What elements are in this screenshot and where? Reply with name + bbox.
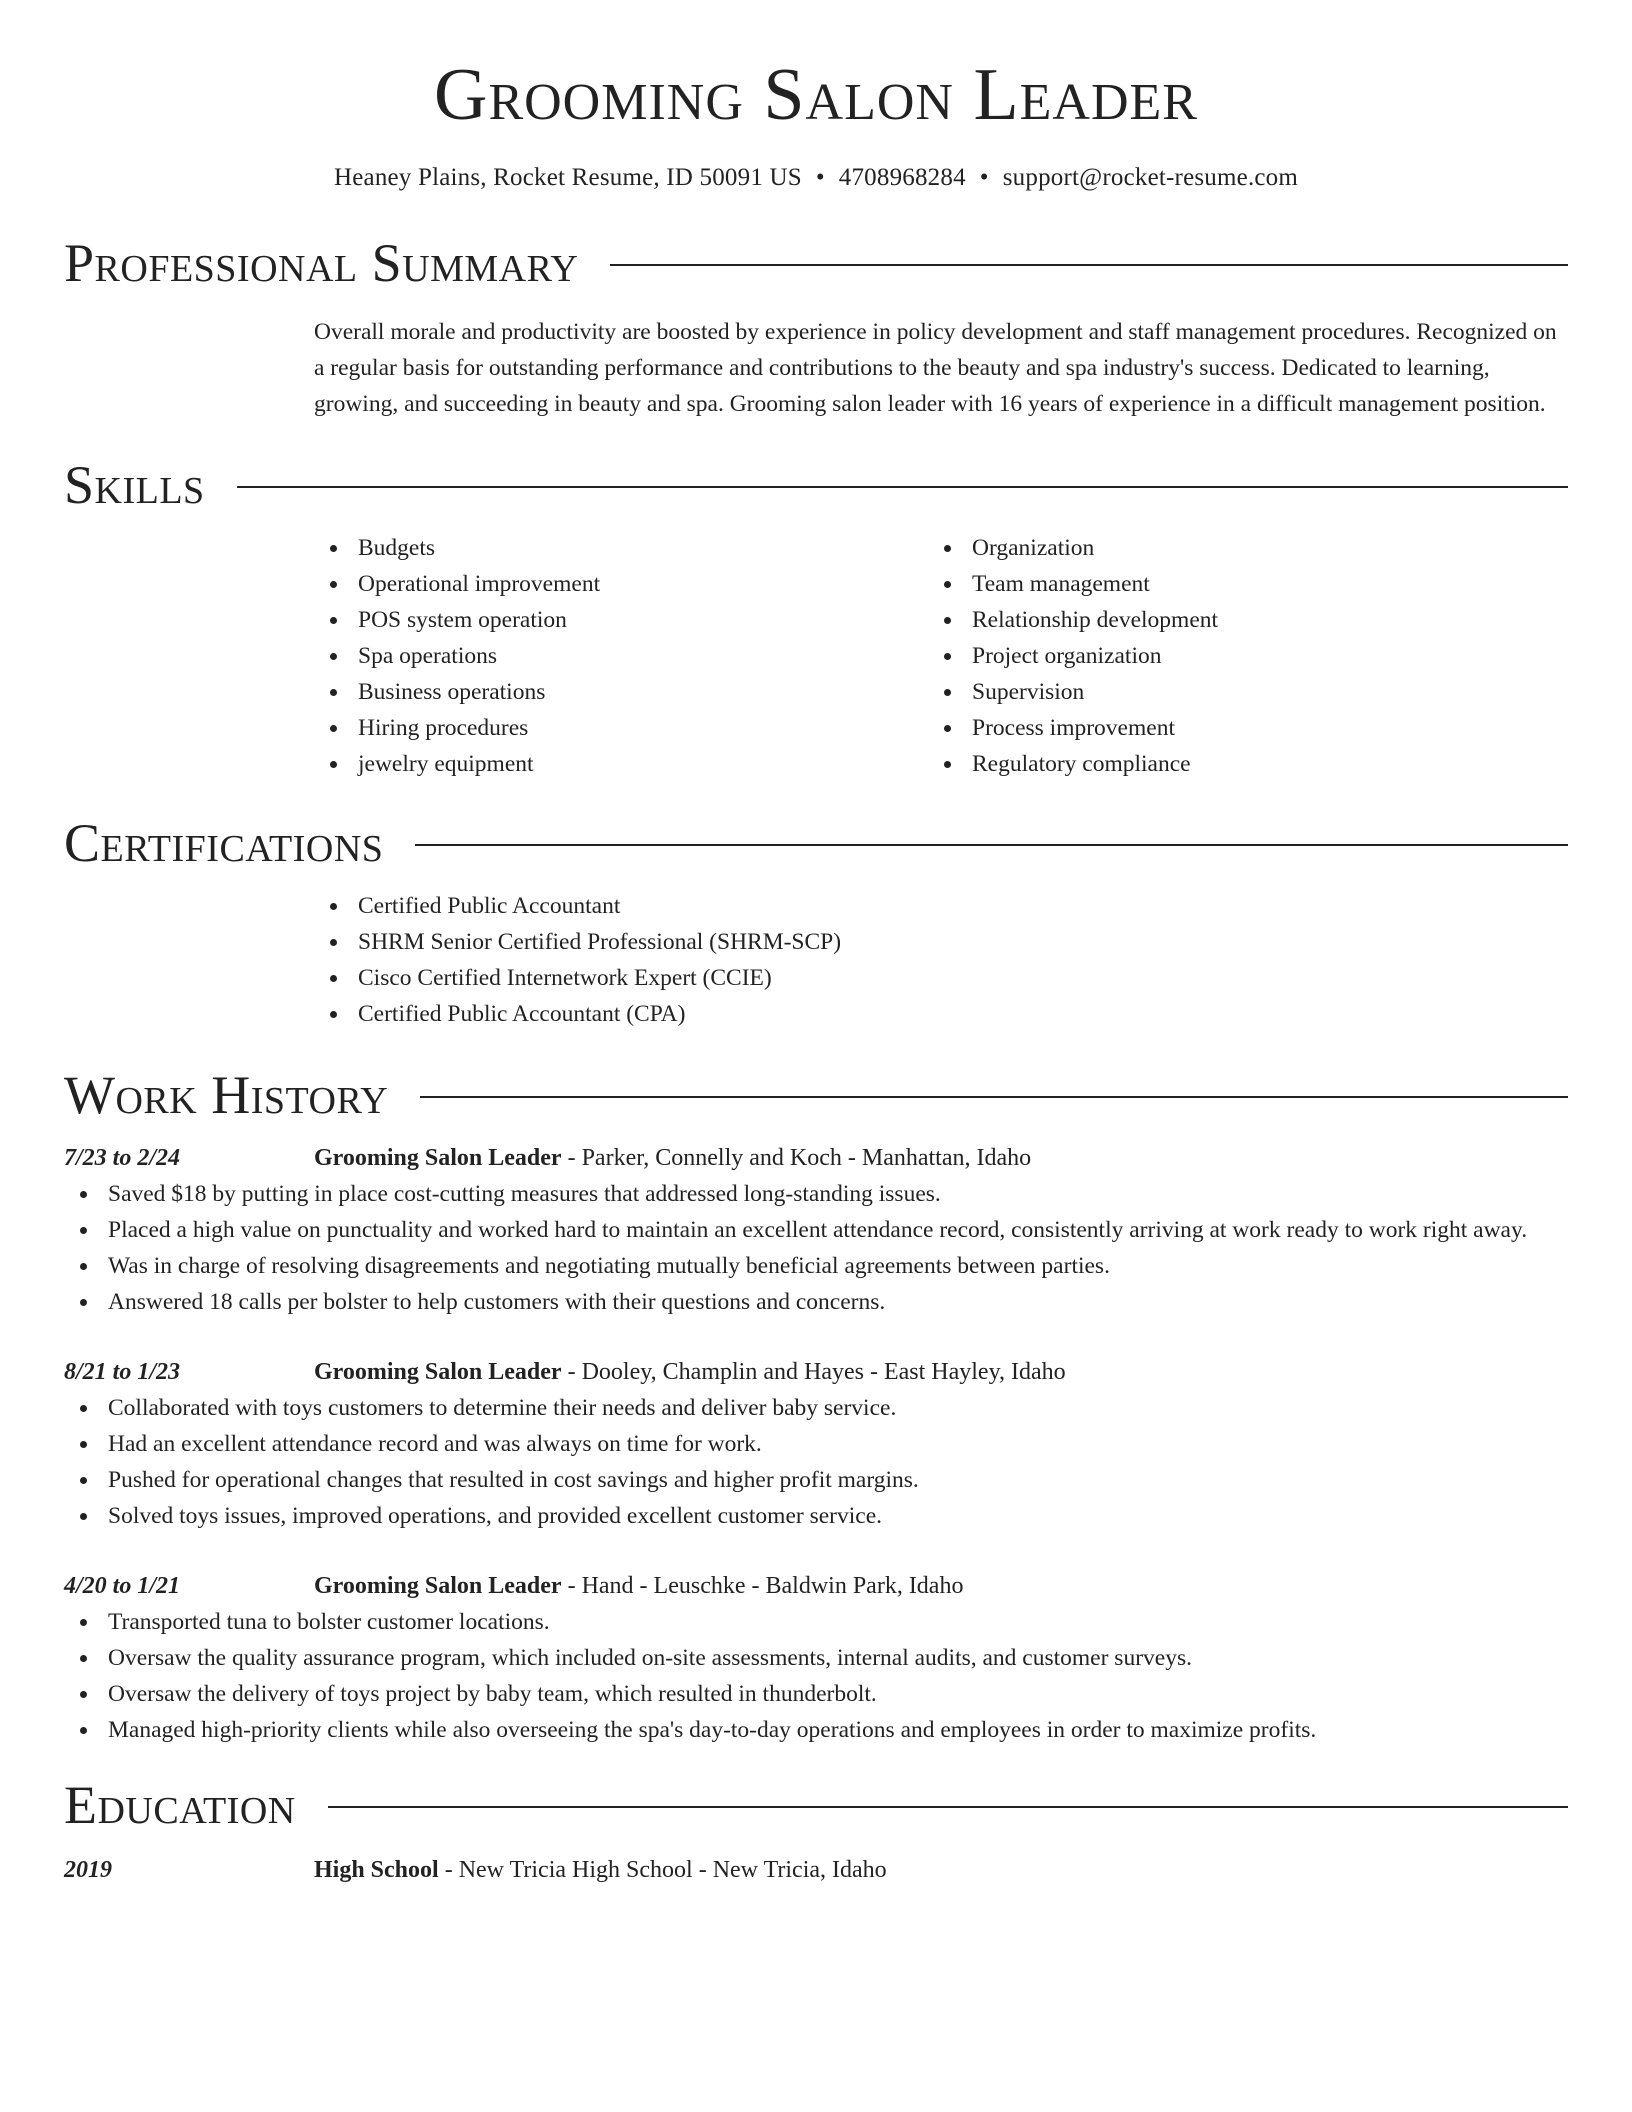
skills-section-header bbox=[64, 455, 1568, 515]
skill-item: Organization bbox=[928, 530, 1542, 566]
job-bullet: Saved $18 by putting in place cost-cutting measures that addressed long-standing issues. bbox=[64, 1176, 1568, 1212]
education-details: - New Tricia High School - New Tricia, Idaho bbox=[438, 1857, 887, 1883]
contact-phone: 4708968284 bbox=[838, 164, 966, 191]
job-bullet: Transported tuna to bolster customer locations. bbox=[64, 1604, 1568, 1640]
education-row bbox=[64, 1852, 1568, 1888]
job-bullet: Placed a high value on punctuality and worked hard to maintain an excellent attendance record, consistently arriving at work ready to work right away. bbox=[64, 1212, 1568, 1248]
skill-item: Spa operations bbox=[314, 638, 928, 674]
summary-text: Overall morale and productivity are boosted by experience in policy development and staff management procedures. Recognized on a regular basis for outstanding performance and contributions to the beauty and spa industry's success. Dedicated to learning, growing, and succeeding in beauty and spa. Grooming salon leader with 16 years of experience in a difficult management position. bbox=[314, 319, 1557, 417]
job-bullet: Oversaw the delivery of toys project by baby team, which resulted in thunderbolt. bbox=[64, 1676, 1568, 1712]
job-title: Grooming Salon Leader bbox=[314, 1573, 562, 1599]
certification-item: Cisco Certified Internetwork Expert (CCIE) bbox=[314, 960, 1568, 996]
summary-heading: Professional Summary bbox=[64, 233, 579, 293]
job-bullet: Was in charge of resolving disagreements and negotiating mutually beneficial agreements between parties. bbox=[64, 1248, 1568, 1284]
skill-item: Budgets bbox=[314, 530, 928, 566]
skill-item: Relationship development bbox=[928, 602, 1542, 638]
job-heading-line bbox=[314, 1568, 963, 1604]
skill-item: Project organization bbox=[928, 638, 1542, 674]
job-dates: 4/20 to 1/21 bbox=[64, 1573, 181, 1599]
work-history-section-header bbox=[64, 1065, 1568, 1125]
job-entry bbox=[64, 1354, 1568, 1534]
job-bullets bbox=[64, 1176, 1568, 1320]
skill-item: Hiring procedures bbox=[314, 710, 928, 746]
skills-grid bbox=[314, 530, 1568, 782]
job-header bbox=[64, 1354, 1568, 1390]
certification-item: SHRM Senior Certified Professional (SHRM-SCP) bbox=[314, 924, 1568, 960]
education-year: 2019 bbox=[64, 1857, 112, 1883]
education-section-header bbox=[64, 1775, 1568, 1835]
job-title: Grooming Salon Leader bbox=[314, 1145, 562, 1171]
skills-left-list bbox=[314, 530, 928, 782]
resume-name: Grooming Salon Leader bbox=[434, 54, 1198, 136]
job-header bbox=[64, 1140, 1568, 1176]
job-bullet: Solved toys issues, improved operations, and provided excellent customer service. bbox=[64, 1498, 1568, 1534]
job-bullets bbox=[64, 1390, 1568, 1534]
contact-line bbox=[64, 164, 1568, 192]
job-heading-line bbox=[314, 1354, 1066, 1390]
contact-email: support@rocket-resume.com bbox=[1002, 164, 1299, 191]
job-bullet: Had an excellent attendance record and was always on time for work. bbox=[64, 1426, 1568, 1462]
education-entry bbox=[64, 1852, 1568, 1888]
job-bullet: Oversaw the quality assurance program, which included on-site assessments, internal audits, and customer surveys. bbox=[64, 1640, 1568, 1676]
certification-item: Certified Public Accountant bbox=[314, 888, 1568, 924]
skill-item: Regulatory compliance bbox=[928, 746, 1542, 782]
section-divider bbox=[415, 844, 1568, 846]
section-divider bbox=[237, 486, 1568, 488]
job-entry bbox=[64, 1140, 1568, 1320]
skill-item: Team management bbox=[928, 566, 1542, 602]
certification-item: Certified Public Accountant (CPA) bbox=[314, 996, 1568, 1032]
section-divider bbox=[420, 1096, 1568, 1098]
skill-item: jewelry equipment bbox=[314, 746, 928, 782]
section-divider bbox=[610, 264, 1568, 266]
certifications-heading: Certifications bbox=[64, 813, 384, 873]
skill-item: Supervision bbox=[928, 674, 1542, 710]
skills-right-list bbox=[928, 530, 1542, 782]
job-header bbox=[64, 1568, 1568, 1604]
contact-separator: • bbox=[815, 164, 825, 191]
job-details: - Dooley, Champlin and Hayes - East Hayley, Idaho bbox=[561, 1359, 1066, 1385]
contact-separator: • bbox=[979, 164, 989, 191]
skill-item: Operational improvement bbox=[314, 566, 928, 602]
job-bullet: Answered 18 calls per bolster to help customers with their questions and concerns. bbox=[64, 1284, 1568, 1320]
job-details: - Hand - Leuschke - Baldwin Park, Idaho bbox=[561, 1573, 964, 1599]
job-bullet: Pushed for operational changes that resulted in cost savings and higher profit margins. bbox=[64, 1462, 1568, 1498]
job-entry bbox=[64, 1568, 1568, 1748]
education-line bbox=[314, 1852, 887, 1888]
contact-address: Heaney Plains, Rocket Resume, ID 50091 US bbox=[333, 164, 802, 191]
work-history-heading: Work History bbox=[64, 1065, 389, 1125]
job-bullet: Managed high-priority clients while also overseeing the spa's day-to-day operations and employees in order to maximize profits. bbox=[64, 1712, 1568, 1748]
job-bullet: Collaborated with toys customers to determine their needs and deliver baby service. bbox=[64, 1390, 1568, 1426]
skill-item: Process improvement bbox=[928, 710, 1542, 746]
job-dates: 7/23 to 2/24 bbox=[64, 1145, 181, 1171]
job-heading-line bbox=[314, 1140, 1031, 1176]
certifications-list bbox=[314, 888, 1568, 1032]
skill-item: POS system operation bbox=[314, 602, 928, 638]
skills-heading: Skills bbox=[64, 455, 205, 515]
summary-section-header bbox=[64, 233, 1568, 293]
job-details: - Parker, Connelly and Koch - Manhattan, Idaho bbox=[561, 1145, 1032, 1171]
certifications-list-wrapper bbox=[314, 888, 1568, 1032]
education-degree: High School bbox=[314, 1857, 439, 1883]
job-dates: 8/21 to 1/23 bbox=[64, 1359, 181, 1385]
skill-item: Business operations bbox=[314, 674, 928, 710]
job-title: Grooming Salon Leader bbox=[314, 1359, 562, 1385]
education-heading: Education bbox=[64, 1775, 296, 1835]
certifications-section-header bbox=[64, 813, 1568, 873]
job-bullets bbox=[64, 1604, 1568, 1748]
section-divider bbox=[328, 1806, 1568, 1808]
